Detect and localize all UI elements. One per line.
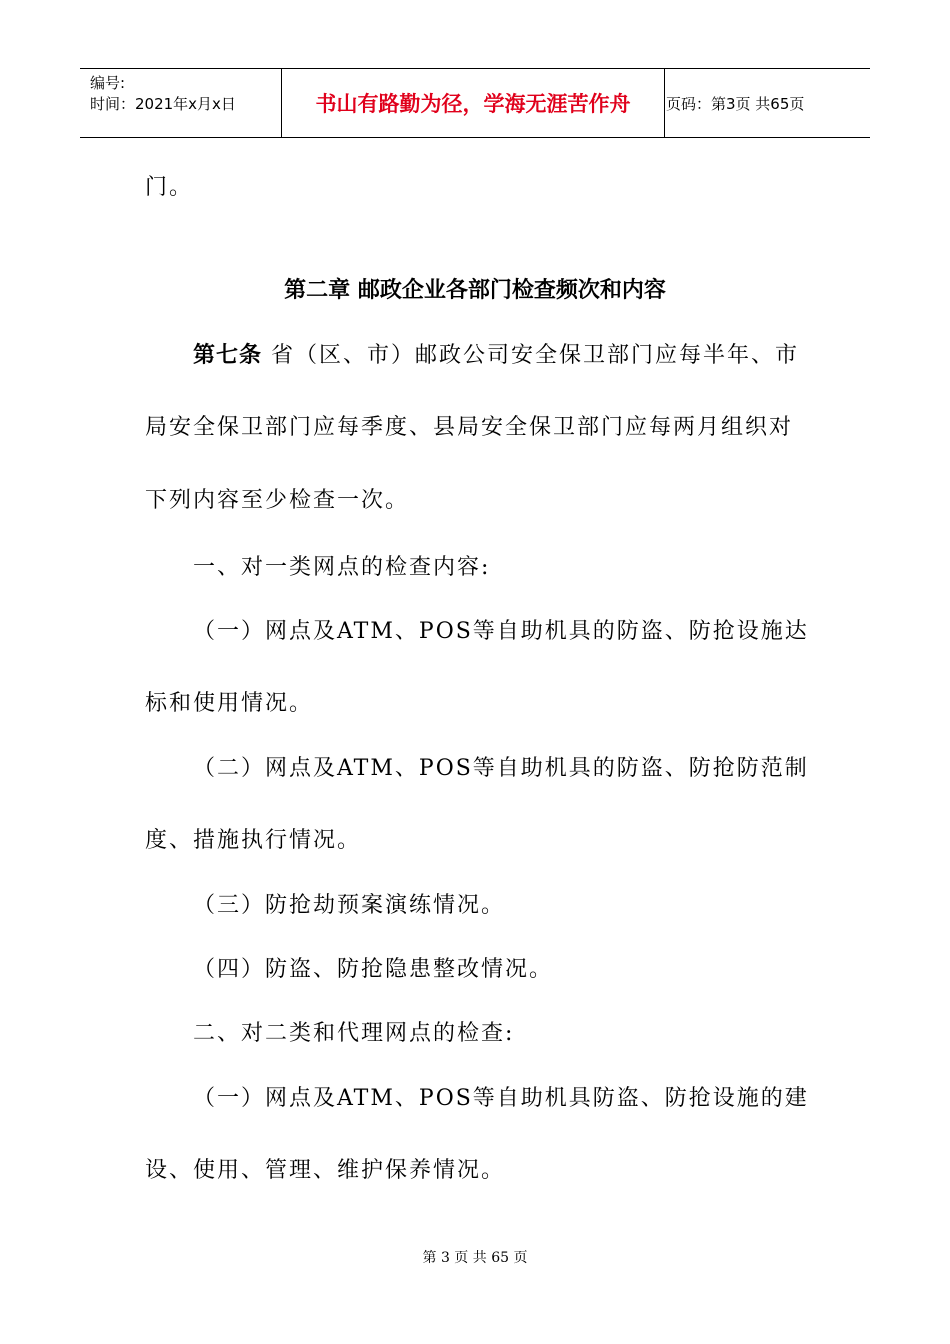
section-1-item-3: （三）防抢劫预案演练情况。 [193, 893, 506, 918]
header-meta [90, 73, 236, 115]
section-1-item-2-line-1: （二）网点及ATM、POS等自助机具的防盗、防抢防范制 [193, 756, 809, 781]
article-7-line-3: 下列内容至少检查一次。 [145, 488, 410, 513]
header-page-label: 页码：第3页 共65页 [666, 94, 805, 113]
article-7-text: 省（区、市）邮政公司安全保卫部门应每半年、市 [262, 343, 800, 368]
section-2-title: 二、对二类和代理网点的检查: [193, 1021, 515, 1046]
page-header [80, 68, 870, 138]
section-1-title: 一、对一类网点的检查内容: [193, 555, 491, 580]
article-7-line-2: 局安全保卫部门应每季度、县局安全保卫部门应每两月组织对 [145, 415, 794, 440]
number-label: 编号: [90, 74, 126, 92]
section-1-item-4: （四）防盗、防抢隐患整改情况。 [193, 957, 554, 982]
header-motto: 书山有路勤为径，学海无涯苦作舟 [315, 92, 631, 116]
section-2-item-1-line-2: 设、使用、管理、维护保养情况。 [145, 1158, 506, 1183]
article-7-line-1 [193, 338, 799, 369]
section-1-item-1-line-2: 标和使用情况。 [145, 691, 314, 716]
section-1-item-1-line-1: （一）网点及ATM、POS等自助机具的防盗、防抢设施达 [193, 619, 809, 644]
section-1-item-2-line-2: 度、措施执行情况。 [145, 828, 362, 853]
date-label: 时间：2021年x月x日 [90, 95, 236, 113]
chapter-heading: 第二章 邮政企业各部门检查频次和内容 [284, 278, 666, 303]
header-divider [664, 69, 665, 137]
article-7-label: 第七条 [193, 343, 263, 368]
paragraph-fragment: 门。 [145, 175, 194, 200]
section-2-item-1-line-1: （一）网点及ATM、POS等自助机具防盗、防抢设施的建 [193, 1086, 809, 1111]
page-footer: 第 3 页 共 65 页 [422, 1250, 528, 1266]
